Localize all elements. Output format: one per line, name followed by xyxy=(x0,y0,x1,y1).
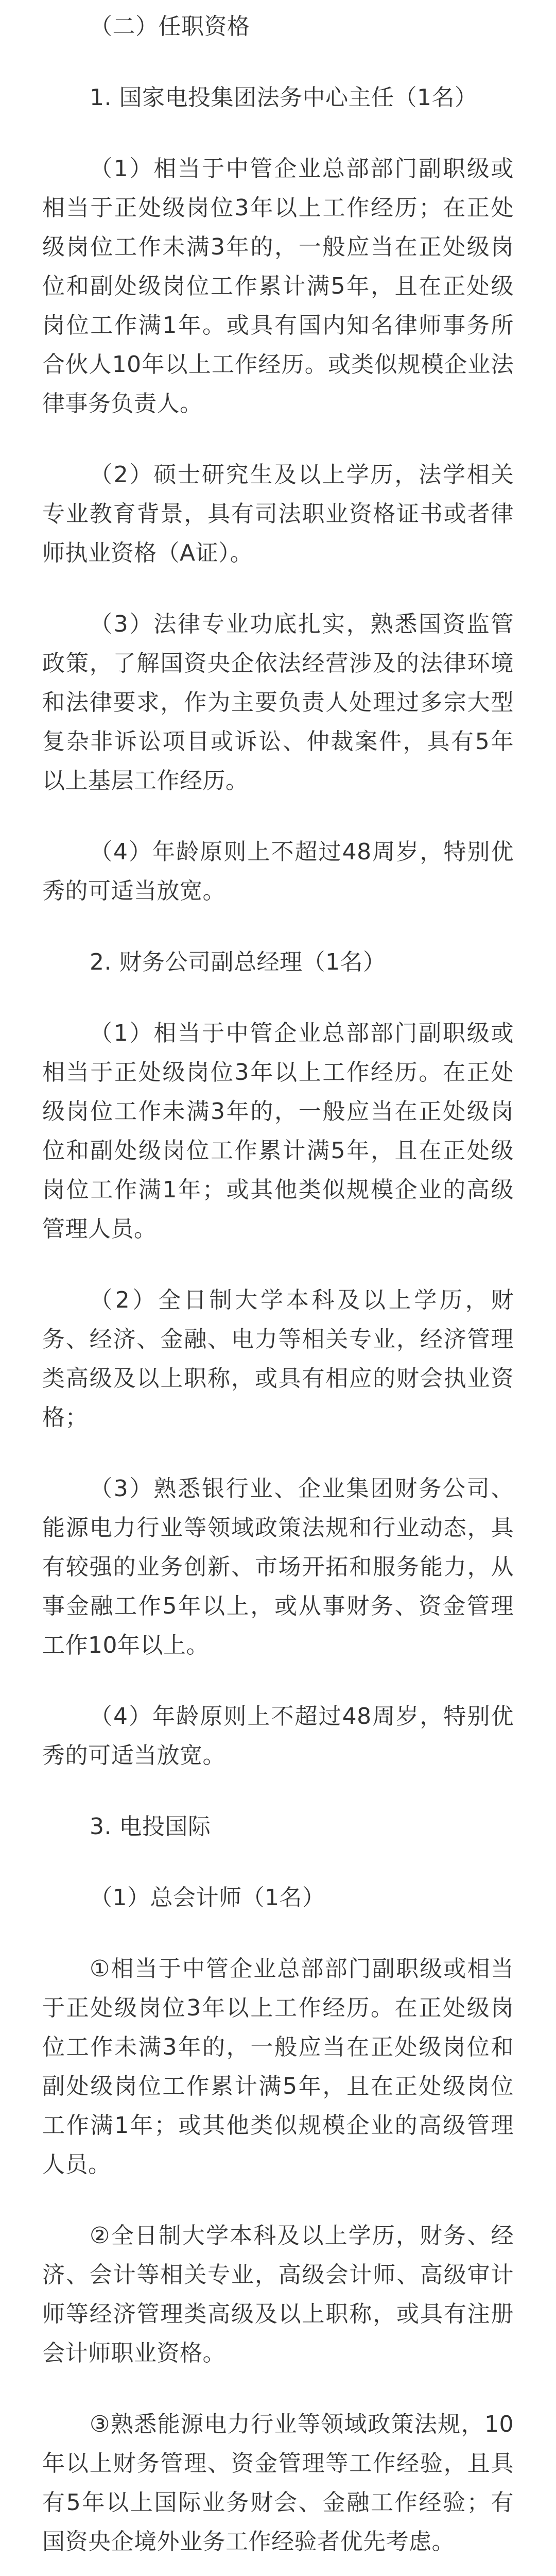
requirement-paragraph: ②全日制大学本科及以上学历，财务、经济、会计等相关专业，高级会计师、高级审计师等经济管理类高级及以上职称，或具有注册会计师职业资格。 xyxy=(42,2223,514,2366)
requirement-paragraph: （4）年龄原则上不超过48周岁，特别优秀的可适当放宽。 xyxy=(42,839,514,904)
requirement-paragraph: （3）熟悉银行业、企业集团财务公司、能源电力行业等领域政策法规和行业动态，具有较强的业务创新、市场开拓和服务能力，从事金融工作5年以上，或从事财务、资金管理工作10年以上。 xyxy=(42,1476,514,1658)
requirement-paragraph: ③熟悉能源电力行业等领域政策法规，10年以上财务管理、资金管理等工作经验，且具有5年以上国际业务财会、金融工作经验；有国资央企境外业务工作经验者优先考虑。 xyxy=(42,2411,514,2555)
requirement-paragraph: （1）相当于中管企业总部部门副职级或相当于正处级岗位3年以上工作经历；在正处级岗位工作未满3年的，一般应当在正处级岗位和副处级岗位工作累计满5年，且在正处级岗位工作满1年。或具有国内知名律师事务所合伙人10年以上工作经历。或类似规模企业法律事务负责人。 xyxy=(42,156,514,417)
position-title: 1. 国家电投集团法务中心主任（1名） xyxy=(90,84,478,111)
requirement-paragraph: （3）法律专业功底扎实，熟悉国资监管政策，了解国资央企依法经营涉及的法律环境和法律要求，作为主要负责人处理过多宗大型复杂非诉讼项目或诉讼、仲裁案件，具有5年以上基层工作经历。 xyxy=(42,611,514,794)
requirement-paragraph: （2）全日制大学本科及以上学历，财务、经济、金融、电力等相关专业，经济管理类高级及以上职称，或具有相应的财会执业资格； xyxy=(42,1287,514,1431)
requirement-paragraph: ①相当于中管企业总部部门副职级或相当于正处级岗位3年以上工作经历。在正处级岗位工作未满3年的，一般应当在正处级岗位和副处级岗位工作累计满5年，且在正处级岗位工作满1年；或其他类似规模企业的高级管理人员。 xyxy=(42,1956,514,2178)
position-title: 2. 财务公司副总经理（1名） xyxy=(90,949,386,975)
position-title: 3. 电投国际 xyxy=(90,1814,211,1840)
requirement-paragraph: （4）年龄原则上不超过48周岁，特别优秀的可适当放宽。 xyxy=(42,1703,514,1769)
subposition-title: （1）总会计师（1名） xyxy=(90,1885,325,1911)
section-title: （二）任职资格 xyxy=(90,13,250,40)
requirement-paragraph: （2）硕士研究生及以上学历，法学相关专业教育背景，具有司法职业资格证书或者律师执业资格（A证）。 xyxy=(42,462,514,566)
requirement-paragraph: （1）相当于中管企业总部部门副职级或相当于正处级岗位3年以上工作经历。在正处级岗位工作未满3年的，一般应当在正处级岗位和副处级岗位工作累计满5年，且在正处级岗位工作满1年；或其他类似规模企业的高级管理人员。 xyxy=(42,1020,514,1242)
